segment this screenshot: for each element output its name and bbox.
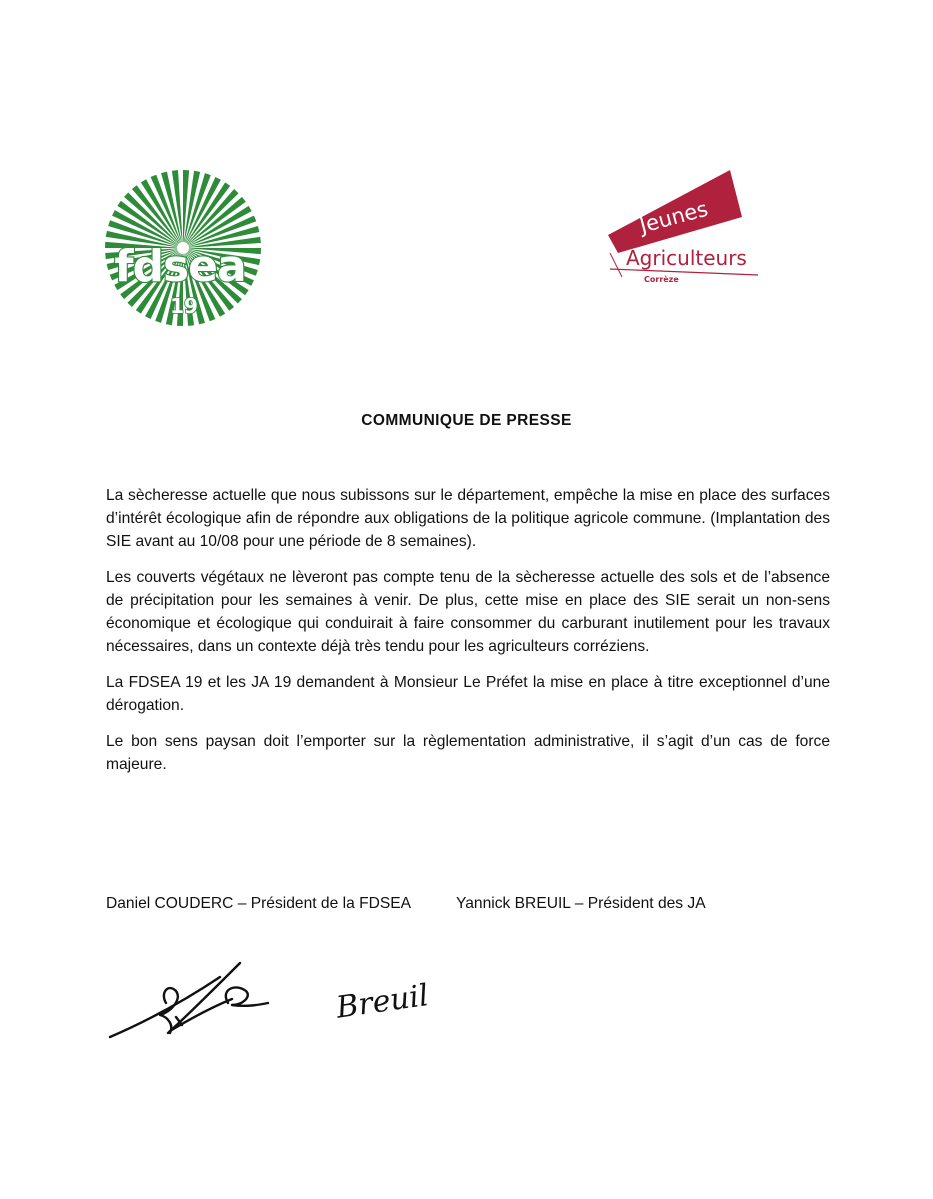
- page-title: COMMUNIQUE DE PRESSE: [361, 412, 572, 429]
- fdsea-logo: [104, 169, 262, 327]
- ja-logo-line1: Jeunes: [637, 196, 711, 238]
- ja-logo-line2: Agriculteurs: [626, 246, 747, 270]
- signature-couderc: [108, 955, 273, 1043]
- signature-breuil: [332, 950, 450, 1040]
- paragraph: Le bon sens paysan doit l’emporter sur la règlementation administrative, il s’agit d’un cas de force majeure.: [106, 733, 830, 773]
- paragraph: Les couverts végétaux ne lèveront pas compte tenu de la sècheresse actuelle des sols et de l’absence de précipitation pour les semaines à venir. De plus, cette mise en place des SIE serait un non-sens économique et écologique qui conduirait à faire consommer du carburant inutilement pour les travaux nécessaires, dans un contexte déjà très tendu pour les agriculteurs corréziens.: [106, 569, 830, 655]
- ja-logo-line3: Corrèze: [644, 275, 679, 284]
- fdsea-logo-text: fdsea: [114, 241, 246, 292]
- fdsea-logo-number: 19: [170, 294, 198, 318]
- signature-breuil-text: Breuil: [334, 978, 431, 1026]
- press-release-body: [106, 484, 830, 789]
- jeunes-agriculteurs-logo: [600, 165, 762, 287]
- signatory-fdsea: Daniel COUDERC – Président de la FDSEA: [106, 895, 412, 912]
- signatory-ja: Yannick BREUIL – Président des JA: [456, 895, 706, 912]
- paragraph: La sècheresse actuelle que nous subissons sur le département, empêche la mise en place des surfaces d’intérêt écologique afin de répondre aux obligations de la politique agricole commune. (Implantation des SIE avant au 10/08 pour une période de 8 semaines).: [106, 487, 830, 550]
- paragraph: La FDSEA 19 et les JA 19 demandent à Monsieur Le Préfet la mise en place à titre exceptionnel d’une dérogation.: [106, 674, 830, 714]
